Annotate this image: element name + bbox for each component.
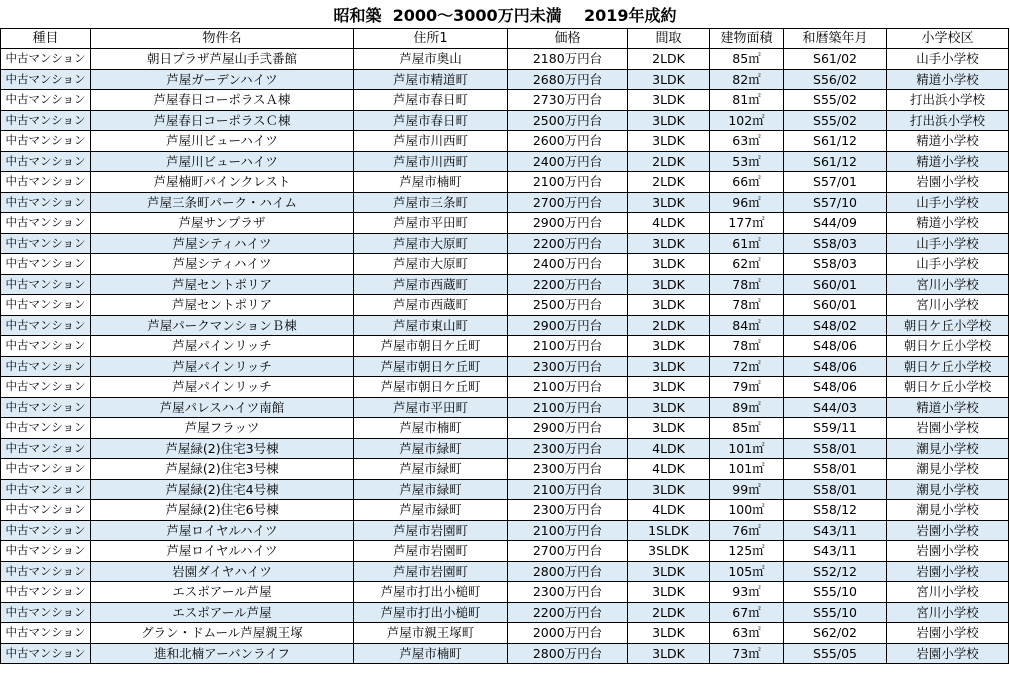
table-row xyxy=(1,582,1009,603)
floor-area-cell[interactable]: 66㎡ xyxy=(710,172,784,193)
price-cell[interactable]: 2680万円台 xyxy=(508,69,628,90)
type-cell[interactable]: 中古マンション xyxy=(1,643,91,664)
address-cell[interactable]: 芦屋市岩園町 xyxy=(354,561,508,582)
price-cell[interactable]: 2400万円台 xyxy=(508,254,628,275)
property-name-cell[interactable]: 芦屋ガーデンハイツ xyxy=(91,69,354,90)
price-cell[interactable]: 2100万円台 xyxy=(508,172,628,193)
table-row xyxy=(1,69,1009,90)
type-cell[interactable]: 中古マンション xyxy=(1,602,91,623)
school-district-cell[interactable]: 精道小学校 xyxy=(887,213,1009,234)
table-row xyxy=(1,377,1009,398)
price-cell[interactable]: 2900万円台 xyxy=(508,418,628,439)
type-cell[interactable]: 中古マンション xyxy=(1,479,91,500)
table-row xyxy=(1,110,1009,131)
type-cell[interactable]: 中古マンション xyxy=(1,438,91,459)
price-cell[interactable]: 2600万円台 xyxy=(508,131,628,152)
floor-area-cell[interactable]: 100㎡ xyxy=(710,500,784,521)
price-cell[interactable]: 2500万円台 xyxy=(508,295,628,316)
table-row xyxy=(1,233,1009,254)
school-district-cell[interactable]: 宮川小学校 xyxy=(887,602,1009,623)
built-date-cell[interactable]: S55/10 xyxy=(784,602,887,623)
school-district-cell[interactable]: 岩園小学校 xyxy=(887,520,1009,541)
price-cell[interactable]: 2800万円台 xyxy=(508,643,628,664)
address-cell[interactable]: 芦屋市緑町 xyxy=(354,500,508,521)
built-date-cell[interactable]: S57/01 xyxy=(784,172,887,193)
price-cell[interactable]: 2800万円台 xyxy=(508,561,628,582)
built-date-cell[interactable]: S58/03 xyxy=(784,254,887,275)
type-cell[interactable]: 中古マンション xyxy=(1,69,91,90)
layout-cell[interactable]: 1SLDK xyxy=(628,520,710,541)
built-date-cell[interactable]: S43/11 xyxy=(784,520,887,541)
layout-cell[interactable]: 3SLDK xyxy=(628,541,710,562)
layout-cell[interactable]: 2LDK xyxy=(628,172,710,193)
column-header-price[interactable]: 価格 xyxy=(508,29,628,49)
property-name-cell[interactable]: 芦屋川ビューハイツ xyxy=(91,151,354,172)
type-cell[interactable]: 中古マンション xyxy=(1,397,91,418)
layout-cell[interactable]: 3LDK xyxy=(628,131,710,152)
floor-area-cell[interactable]: 89㎡ xyxy=(710,397,784,418)
property-name-cell[interactable]: 芦屋緑(2)住宅3号棟 xyxy=(91,438,354,459)
property-name-cell[interactable]: 芦屋シティハイツ xyxy=(91,233,354,254)
floor-area-cell[interactable]: 125㎡ xyxy=(710,541,784,562)
property-name-cell[interactable]: エスポアール芦屋 xyxy=(91,602,354,623)
column-header-floor-area[interactable]: 建物面積 xyxy=(710,29,784,49)
type-cell[interactable]: 中古マンション xyxy=(1,582,91,603)
type-cell[interactable]: 中古マンション xyxy=(1,500,91,521)
table-row xyxy=(1,213,1009,234)
address-cell[interactable]: 芦屋市朝日ケ丘町 xyxy=(354,377,508,398)
school-district-cell[interactable]: 岩園小学校 xyxy=(887,541,1009,562)
built-date-cell[interactable]: S60/01 xyxy=(784,295,887,316)
layout-cell[interactable]: 2LDK xyxy=(628,602,710,623)
property-name-cell[interactable]: 芦屋春日コーポラスＡ棟 xyxy=(91,90,354,111)
built-date-cell[interactable]: S44/09 xyxy=(784,213,887,234)
table-row xyxy=(1,623,1009,644)
floor-area-cell[interactable]: 72㎡ xyxy=(710,356,784,377)
table-row xyxy=(1,192,1009,213)
sheet-title: 昭和築 2000～3000万円未満 2019年成約 xyxy=(333,5,677,25)
layout-cell[interactable]: 3LDK xyxy=(628,192,710,213)
school-district-cell[interactable]: 精道小学校 xyxy=(887,131,1009,152)
property-name-cell[interactable]: 芦屋サンプラザ xyxy=(91,213,354,234)
floor-area-cell[interactable]: 67㎡ xyxy=(710,602,784,623)
table-row xyxy=(1,438,1009,459)
price-cell[interactable]: 2100万円台 xyxy=(508,397,628,418)
property-name-cell[interactable]: 芦屋緑(2)住宅3号棟 xyxy=(91,459,354,480)
layout-cell[interactable]: 3LDK xyxy=(628,274,710,295)
floor-area-cell[interactable]: 84㎡ xyxy=(710,315,784,336)
address-cell[interactable]: 芦屋市打出小槌町 xyxy=(354,582,508,603)
column-header-built-date[interactable]: 和暦築年月 xyxy=(784,29,887,49)
price-cell[interactable]: 2000万円台 xyxy=(508,623,628,644)
built-date-cell[interactable]: S55/10 xyxy=(784,582,887,603)
layout-cell[interactable]: 3LDK xyxy=(628,643,710,664)
floor-area-cell[interactable]: 78㎡ xyxy=(710,274,784,295)
address-cell[interactable]: 芦屋市緑町 xyxy=(354,438,508,459)
school-district-cell[interactable]: 潮見小学校 xyxy=(887,438,1009,459)
address-cell[interactable]: 芦屋市大原町 xyxy=(354,254,508,275)
layout-cell[interactable]: 3LDK xyxy=(628,582,710,603)
address-cell[interactable]: 芦屋市川西町 xyxy=(354,151,508,172)
property-name-cell[interactable]: 芦屋楠町パインクレスト xyxy=(91,172,354,193)
price-cell[interactable]: 2900万円台 xyxy=(508,315,628,336)
property-name-cell[interactable]: 芦屋三条町パーク・ハイム xyxy=(91,192,354,213)
price-cell[interactable]: 2100万円台 xyxy=(508,377,628,398)
table-row xyxy=(1,500,1009,521)
built-date-cell[interactable]: S58/12 xyxy=(784,500,887,521)
property-name-cell[interactable]: 芦屋ロイヤルハイツ xyxy=(91,520,354,541)
floor-area-cell[interactable]: 78㎡ xyxy=(710,336,784,357)
property-name-cell[interactable]: 芦屋シティハイツ xyxy=(91,254,354,275)
column-header-property-name[interactable]: 物件名 xyxy=(91,29,354,49)
price-cell[interactable]: 2200万円台 xyxy=(508,233,628,254)
header-row xyxy=(1,29,1009,49)
type-cell[interactable]: 中古マンション xyxy=(1,254,91,275)
column-header-school-district[interactable]: 小学校区 xyxy=(887,29,1009,49)
type-cell[interactable]: 中古マンション xyxy=(1,213,91,234)
type-cell[interactable]: 中古マンション xyxy=(1,561,91,582)
layout-cell[interactable]: 2LDK xyxy=(628,315,710,336)
address-cell[interactable]: 芦屋市三条町 xyxy=(354,192,508,213)
table-row xyxy=(1,254,1009,275)
type-cell[interactable]: 中古マンション xyxy=(1,315,91,336)
table-body xyxy=(1,49,1009,664)
table-row xyxy=(1,172,1009,193)
floor-area-cell[interactable]: 101㎡ xyxy=(710,438,784,459)
floor-area-cell[interactable]: 79㎡ xyxy=(710,377,784,398)
built-date-cell[interactable]: S58/03 xyxy=(784,233,887,254)
address-cell[interactable]: 芦屋市岩園町 xyxy=(354,520,508,541)
built-date-cell[interactable]: S52/12 xyxy=(784,561,887,582)
built-date-cell[interactable]: S58/01 xyxy=(784,479,887,500)
table-row xyxy=(1,520,1009,541)
type-cell[interactable]: 中古マンション xyxy=(1,172,91,193)
table-row xyxy=(1,602,1009,623)
table-row xyxy=(1,295,1009,316)
type-cell[interactable]: 中古マンション xyxy=(1,295,91,316)
floor-area-cell[interactable]: 53㎡ xyxy=(710,151,784,172)
layout-cell[interactable]: 3LDK xyxy=(628,295,710,316)
price-cell[interactable]: 2100万円台 xyxy=(508,479,628,500)
layout-cell[interactable]: 3LDK xyxy=(628,479,710,500)
property-name-cell[interactable]: 進和北楠アーバンライフ xyxy=(91,643,354,664)
floor-area-cell[interactable]: 105㎡ xyxy=(710,561,784,582)
address-cell[interactable]: 芦屋市西蔵町 xyxy=(354,274,508,295)
property-name-cell[interactable]: 芦屋パインリッチ xyxy=(91,356,354,377)
property-name-cell[interactable]: 芦屋セントポリア xyxy=(91,274,354,295)
built-date-cell[interactable]: S61/12 xyxy=(784,131,887,152)
built-date-cell[interactable]: S43/11 xyxy=(784,541,887,562)
type-cell[interactable]: 中古マンション xyxy=(1,49,91,70)
layout-cell[interactable]: 3LDK xyxy=(628,69,710,90)
listings-table xyxy=(0,28,1009,664)
property-name-cell[interactable]: 芦屋パインリッチ xyxy=(91,377,354,398)
school-district-cell[interactable]: 岩園小学校 xyxy=(887,643,1009,664)
address-cell[interactable]: 芦屋市精道町 xyxy=(354,69,508,90)
floor-area-cell[interactable]: 78㎡ xyxy=(710,295,784,316)
layout-cell[interactable]: 4LDK xyxy=(628,213,710,234)
property-name-cell[interactable]: 芦屋パークマンションＢ棟 xyxy=(91,315,354,336)
price-cell[interactable]: 2900万円台 xyxy=(508,213,628,234)
type-cell[interactable]: 中古マンション xyxy=(1,90,91,111)
type-cell[interactable]: 中古マンション xyxy=(1,131,91,152)
price-cell[interactable]: 2180万円台 xyxy=(508,49,628,70)
school-district-cell[interactable]: 朝日ケ丘小学校 xyxy=(887,336,1009,357)
price-cell[interactable]: 2100万円台 xyxy=(508,336,628,357)
school-district-cell[interactable]: 山手小学校 xyxy=(887,49,1009,70)
property-name-cell[interactable]: 芦屋ロイヤルハイツ xyxy=(91,541,354,562)
layout-cell[interactable]: 3LDK xyxy=(628,254,710,275)
built-date-cell[interactable]: S55/02 xyxy=(784,90,887,111)
price-cell[interactable]: 2300万円台 xyxy=(508,356,628,377)
type-cell[interactable]: 中古マンション xyxy=(1,377,91,398)
property-name-cell[interactable]: グラン・ドムール芦屋親王塚 xyxy=(91,623,354,644)
type-cell[interactable]: 中古マンション xyxy=(1,336,91,357)
layout-cell[interactable]: 4LDK xyxy=(628,438,710,459)
school-district-cell[interactable]: 打出浜小学校 xyxy=(887,90,1009,111)
type-cell[interactable]: 中古マンション xyxy=(1,541,91,562)
school-district-cell[interactable]: 岩園小学校 xyxy=(887,623,1009,644)
built-date-cell[interactable]: S48/06 xyxy=(784,356,887,377)
address-cell[interactable]: 芦屋市楠町 xyxy=(354,643,508,664)
school-district-cell[interactable]: 潮見小学校 xyxy=(887,479,1009,500)
property-name-cell[interactable]: 芦屋セントポリア xyxy=(91,295,354,316)
floor-area-cell[interactable]: 85㎡ xyxy=(710,49,784,70)
address-cell[interactable]: 芦屋市楠町 xyxy=(354,172,508,193)
school-district-cell[interactable]: 宮川小学校 xyxy=(887,295,1009,316)
built-date-cell[interactable]: S61/12 xyxy=(784,151,887,172)
built-date-cell[interactable]: S62/02 xyxy=(784,623,887,644)
table-row xyxy=(1,336,1009,357)
column-header-address[interactable]: 住所1 xyxy=(354,29,508,49)
price-cell[interactable]: 2100万円台 xyxy=(508,520,628,541)
address-cell[interactable]: 芦屋市打出小槌町 xyxy=(354,602,508,623)
type-cell[interactable]: 中古マンション xyxy=(1,623,91,644)
floor-area-cell[interactable]: 85㎡ xyxy=(710,418,784,439)
floor-area-cell[interactable]: 177㎡ xyxy=(710,213,784,234)
layout-cell[interactable]: 3LDK xyxy=(628,623,710,644)
address-cell[interactable]: 芦屋市春日町 xyxy=(354,90,508,111)
price-cell[interactable]: 2500万円台 xyxy=(508,110,628,131)
property-name-cell[interactable]: 朝日プラザ芦屋山手弐番館 xyxy=(91,49,354,70)
price-cell[interactable]: 2300万円台 xyxy=(508,459,628,480)
school-district-cell[interactable]: 精道小学校 xyxy=(887,69,1009,90)
layout-cell[interactable]: 3LDK xyxy=(628,90,710,111)
layout-cell[interactable]: 3LDK xyxy=(628,418,710,439)
layout-cell[interactable]: 3LDK xyxy=(628,336,710,357)
table-row xyxy=(1,151,1009,172)
built-date-cell[interactable]: S48/02 xyxy=(784,315,887,336)
built-date-cell[interactable]: S58/01 xyxy=(784,459,887,480)
table-row xyxy=(1,49,1009,70)
floor-area-cell[interactable]: 76㎡ xyxy=(710,520,784,541)
price-cell[interactable]: 2400万円台 xyxy=(508,151,628,172)
price-cell[interactable]: 2730万円台 xyxy=(508,90,628,111)
table-row xyxy=(1,131,1009,152)
school-district-cell[interactable]: 打出浜小学校 xyxy=(887,110,1009,131)
built-date-cell[interactable]: S57/10 xyxy=(784,192,887,213)
floor-area-cell[interactable]: 82㎡ xyxy=(710,69,784,90)
built-date-cell[interactable]: S56/02 xyxy=(784,69,887,90)
address-cell[interactable]: 芦屋市朝日ケ丘町 xyxy=(354,356,508,377)
floor-area-cell[interactable]: 63㎡ xyxy=(710,131,784,152)
school-district-cell[interactable]: 潮見小学校 xyxy=(887,500,1009,521)
built-date-cell[interactable]: S48/06 xyxy=(784,377,887,398)
address-cell[interactable]: 芦屋市親王塚町 xyxy=(354,623,508,644)
table-row xyxy=(1,356,1009,377)
property-name-cell[interactable]: 芦屋川ビューハイツ xyxy=(91,131,354,152)
type-cell[interactable]: 中古マンション xyxy=(1,356,91,377)
layout-cell[interactable]: 3LDK xyxy=(628,397,710,418)
layout-cell[interactable]: 2LDK xyxy=(628,49,710,70)
school-district-cell[interactable]: 山手小学校 xyxy=(887,192,1009,213)
price-cell[interactable]: 2700万円台 xyxy=(508,541,628,562)
layout-cell[interactable]: 2LDK xyxy=(628,151,710,172)
layout-cell[interactable]: 3LDK xyxy=(628,356,710,377)
type-cell[interactable]: 中古マンション xyxy=(1,192,91,213)
table-row xyxy=(1,541,1009,562)
column-header-layout[interactable]: 間取 xyxy=(628,29,710,49)
price-cell[interactable]: 2200万円台 xyxy=(508,274,628,295)
table-row xyxy=(1,643,1009,664)
address-cell[interactable]: 芦屋市緑町 xyxy=(354,459,508,480)
address-cell[interactable]: 芦屋市朝日ケ丘町 xyxy=(354,336,508,357)
built-date-cell[interactable]: S58/01 xyxy=(784,438,887,459)
table-row xyxy=(1,315,1009,336)
floor-area-cell[interactable]: 61㎡ xyxy=(710,233,784,254)
address-cell[interactable]: 芦屋市楠町 xyxy=(354,418,508,439)
table-row xyxy=(1,274,1009,295)
price-cell[interactable]: 2700万円台 xyxy=(508,192,628,213)
built-date-cell[interactable]: S44/03 xyxy=(784,397,887,418)
built-date-cell[interactable]: S61/02 xyxy=(784,49,887,70)
built-date-cell[interactable]: S55/05 xyxy=(784,643,887,664)
type-cell[interactable]: 中古マンション xyxy=(1,110,91,131)
floor-area-cell[interactable]: 63㎡ xyxy=(710,623,784,644)
address-cell[interactable]: 芦屋市平田町 xyxy=(354,397,508,418)
property-name-cell[interactable]: エスポアール芦屋 xyxy=(91,582,354,603)
address-cell[interactable]: 芦屋市奥山 xyxy=(354,49,508,70)
type-cell[interactable]: 中古マンション xyxy=(1,151,91,172)
table-row xyxy=(1,561,1009,582)
layout-cell[interactable]: 4LDK xyxy=(628,459,710,480)
school-district-cell[interactable]: 山手小学校 xyxy=(887,233,1009,254)
school-district-cell[interactable]: 宮川小学校 xyxy=(887,582,1009,603)
school-district-cell[interactable]: 宮川小学校 xyxy=(887,274,1009,295)
floor-area-cell[interactable]: 62㎡ xyxy=(710,254,784,275)
table-row xyxy=(1,459,1009,480)
property-name-cell[interactable]: 芦屋フラッツ xyxy=(91,418,354,439)
school-district-cell[interactable]: 朝日ケ丘小学校 xyxy=(887,315,1009,336)
layout-cell[interactable]: 4LDK xyxy=(628,500,710,521)
type-cell[interactable]: 中古マンション xyxy=(1,274,91,295)
property-name-cell[interactable]: 芦屋緑(2)住宅6号棟 xyxy=(91,500,354,521)
property-name-cell[interactable]: 芦屋パインリッチ xyxy=(91,336,354,357)
school-district-cell[interactable]: 精道小学校 xyxy=(887,151,1009,172)
address-cell[interactable]: 芦屋市岩園町 xyxy=(354,541,508,562)
floor-area-cell[interactable]: 102㎡ xyxy=(710,110,784,131)
table-row xyxy=(1,479,1009,500)
school-district-cell[interactable]: 山手小学校 xyxy=(887,254,1009,275)
property-name-cell[interactable]: 芦屋パレスハイツ南館 xyxy=(91,397,354,418)
type-cell[interactable]: 中古マンション xyxy=(1,233,91,254)
price-cell[interactable]: 2300万円台 xyxy=(508,500,628,521)
school-district-cell[interactable]: 精道小学校 xyxy=(887,397,1009,418)
built-date-cell[interactable]: S55/02 xyxy=(784,110,887,131)
floor-area-cell[interactable]: 73㎡ xyxy=(710,643,784,664)
address-cell[interactable]: 芦屋市東山町 xyxy=(354,315,508,336)
layout-cell[interactable]: 3LDK xyxy=(628,110,710,131)
layout-cell[interactable]: 3LDK xyxy=(628,233,710,254)
price-cell[interactable]: 2200万円台 xyxy=(508,602,628,623)
school-district-cell[interactable]: 岩園小学校 xyxy=(887,561,1009,582)
price-cell[interactable]: 2300万円台 xyxy=(508,438,628,459)
built-date-cell[interactable]: S48/06 xyxy=(784,336,887,357)
price-cell[interactable]: 2300万円台 xyxy=(508,582,628,603)
school-district-cell[interactable]: 岩園小学校 xyxy=(887,172,1009,193)
property-name-cell[interactable]: 芦屋春日コーポラスＣ棟 xyxy=(91,110,354,131)
address-cell[interactable]: 芦屋市緑町 xyxy=(354,479,508,500)
table-row xyxy=(1,418,1009,439)
table-row xyxy=(1,90,1009,111)
type-cell[interactable]: 中古マンション xyxy=(1,418,91,439)
address-cell[interactable]: 芦屋市平田町 xyxy=(354,213,508,234)
floor-area-cell[interactable]: 81㎡ xyxy=(710,90,784,111)
address-cell[interactable]: 芦屋市大原町 xyxy=(354,233,508,254)
address-cell[interactable]: 芦屋市西蔵町 xyxy=(354,295,508,316)
type-cell[interactable]: 中古マンション xyxy=(1,520,91,541)
built-date-cell[interactable]: S60/01 xyxy=(784,274,887,295)
school-district-cell[interactable]: 潮見小学校 xyxy=(887,459,1009,480)
floor-area-cell[interactable]: 93㎡ xyxy=(710,582,784,603)
built-date-cell[interactable]: S59/11 xyxy=(784,418,887,439)
property-name-cell[interactable]: 岩園ダイヤハイツ xyxy=(91,561,354,582)
layout-cell[interactable]: 3LDK xyxy=(628,377,710,398)
school-district-cell[interactable]: 朝日ケ丘小学校 xyxy=(887,377,1009,398)
address-cell[interactable]: 芦屋市川西町 xyxy=(354,131,508,152)
floor-area-cell[interactable]: 99㎡ xyxy=(710,479,784,500)
property-name-cell[interactable]: 芦屋緑(2)住宅4号棟 xyxy=(91,479,354,500)
address-cell[interactable]: 芦屋市春日町 xyxy=(354,110,508,131)
column-header-type[interactable]: 種目 xyxy=(1,29,91,49)
school-district-cell[interactable]: 朝日ケ丘小学校 xyxy=(887,356,1009,377)
floor-area-cell[interactable]: 101㎡ xyxy=(710,459,784,480)
layout-cell[interactable]: 3LDK xyxy=(628,561,710,582)
floor-area-cell[interactable]: 96㎡ xyxy=(710,192,784,213)
table-row xyxy=(1,397,1009,418)
school-district-cell[interactable]: 岩園小学校 xyxy=(887,418,1009,439)
type-cell[interactable]: 中古マンション xyxy=(1,459,91,480)
